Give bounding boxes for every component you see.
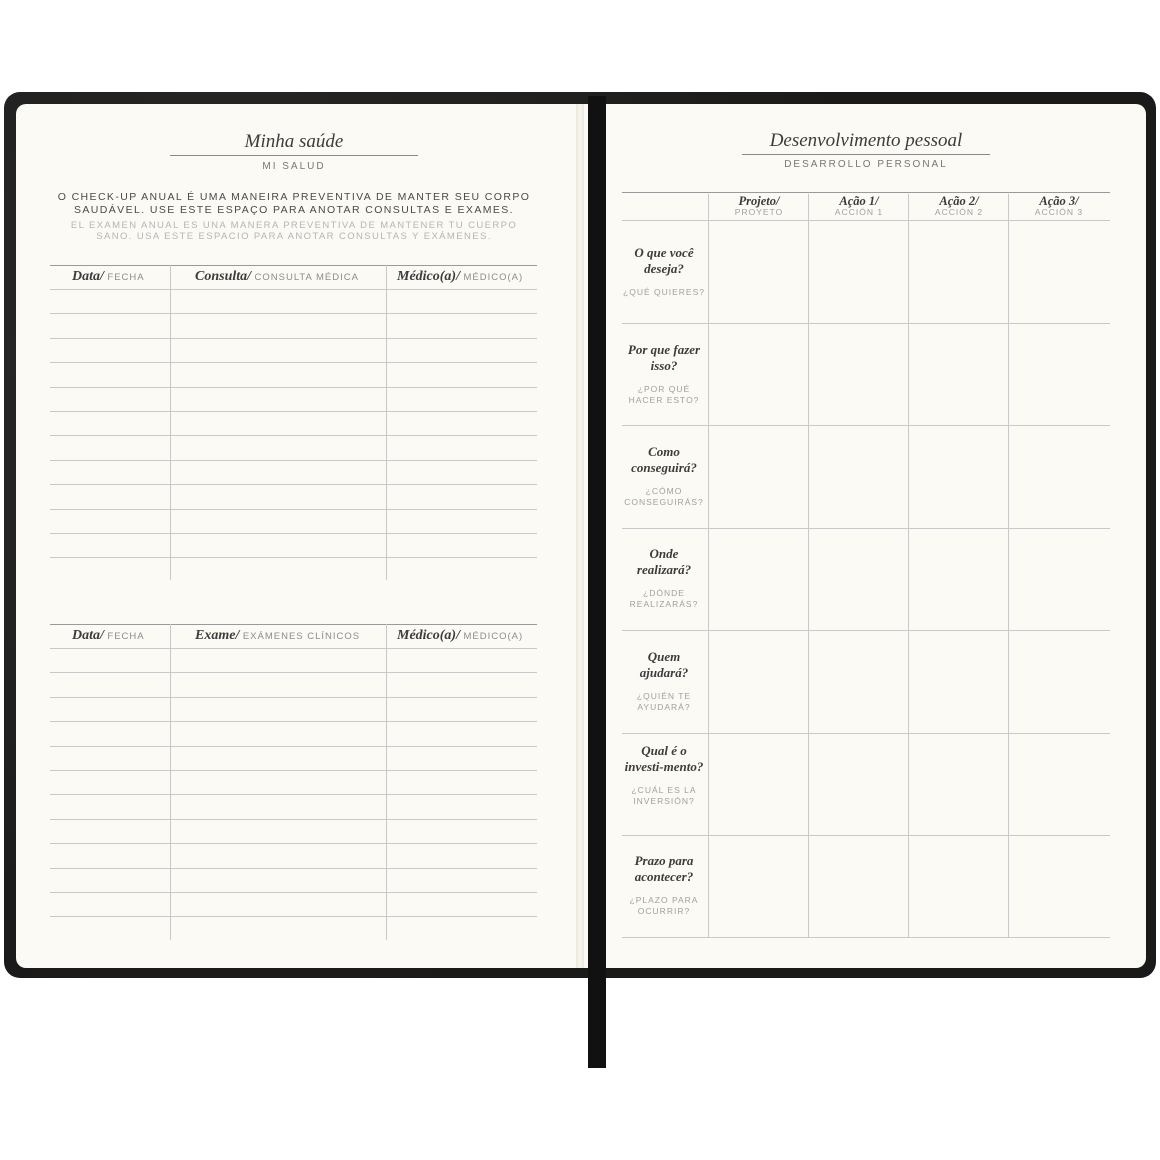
bookmark-ribbon <box>588 96 606 1068</box>
grid-header-rule <box>622 220 1110 221</box>
row-label-deadline: Prazo para acontecer? ¿PLAZO PARA OCURRIR? <box>629 853 699 916</box>
table-col-divider <box>386 265 387 580</box>
table-row-line <box>50 672 537 673</box>
grid-top-rule <box>622 192 1110 193</box>
table-top-rule <box>50 265 537 266</box>
table-row-line <box>50 868 537 869</box>
grid-row-line <box>622 733 1110 734</box>
col-header-action-2: Ação 2/ ACCIÓN 2 <box>934 194 984 217</box>
table-row-line <box>50 411 537 412</box>
table-row-line <box>50 892 537 893</box>
row-label-investment: Qual é o investi-mento? ¿CUÁL ES LA INVERSIÓN? <box>624 743 704 806</box>
row-label-how: Como conseguirá? ¿CÓMO CONSEGUIRÁS? <box>624 444 704 507</box>
intro-text-es: EL EXAMEN ANUAL ES UNA MANERA PREVENTIVA DE MANTENER TU CUERPO SANO. USA ESTE ESPACIO PARA ANOTAR CONSULTAS Y EXÁMENES. <box>70 220 518 242</box>
right-title-rule <box>742 154 990 155</box>
table1-col-date-header: Data/ FECHA <box>72 269 145 284</box>
grid-row-line <box>622 630 1110 631</box>
table-row-line <box>50 289 537 290</box>
table-col-divider <box>386 624 387 940</box>
table-row-line <box>50 843 537 844</box>
table-row-line <box>50 746 537 747</box>
row-label-what: O que você deseja? ¿QUÉ QUIERES? <box>623 245 705 297</box>
right-page <box>582 104 1146 968</box>
table2-col-doctor-header: Médico(a)/ MÉDICO(A) <box>397 628 524 643</box>
table-row-line <box>50 648 537 649</box>
col-header-action-3: Ação 3/ ACCIÓN 3 <box>1034 194 1084 217</box>
table-row-line <box>50 721 537 722</box>
table-col-divider <box>170 624 171 940</box>
grid-row-line <box>622 835 1110 836</box>
table-row-line <box>50 460 537 461</box>
row-label-why: Por que fazer isso? ¿POR QUÉ HACER ESTO? <box>627 342 701 405</box>
table-row-line <box>50 362 537 363</box>
table2-col-exam-header: Exame/ EXÁMENES CLÍNICOS <box>195 628 361 643</box>
table-row-line <box>50 916 537 917</box>
grid-row-line <box>622 528 1110 529</box>
table2-col-date-header: Data/ FECHA <box>72 628 145 643</box>
grid-col-divider <box>708 194 709 937</box>
table-row-line <box>50 435 537 436</box>
table-row-line <box>50 819 537 820</box>
page-gutter <box>576 104 584 968</box>
table-row-line <box>50 484 537 485</box>
table-col-divider <box>170 265 171 580</box>
col-header-action-1: Ação 1/ ACCIÓN 1 <box>834 194 884 217</box>
table-top-rule <box>50 624 537 625</box>
grid-row-line <box>622 937 1110 938</box>
row-label-who: Quem ajudará? ¿QUIÉN TE AYUDARÁ? <box>636 649 692 712</box>
table-row-line <box>50 533 537 534</box>
grid-col-divider <box>1008 194 1009 937</box>
table-row-line <box>50 387 537 388</box>
grid-row-line <box>622 425 1110 426</box>
grid-row-line <box>622 323 1110 324</box>
left-page-subtitle: MI SALUD <box>262 161 326 172</box>
left-title-rule <box>170 155 418 156</box>
table-row-line <box>50 338 537 339</box>
table-row-line <box>50 557 537 558</box>
intro-text-pt: O CHECK-UP ANUAL É UMA MANEIRA PREVENTIVA DE MANTER SEU CORPO SAUDÁVEL. USE ESTE ESPAÇO PARA ANOTAR CONSULTAS E EXAMES. <box>57 191 531 216</box>
right-page-title: Desenvolvimento pessoal <box>769 130 963 151</box>
grid-col-divider <box>908 194 909 937</box>
col-header-project: Projeto/ PROYETO <box>734 194 784 217</box>
grid-col-divider <box>808 194 809 937</box>
row-label-where: Onde realizará? ¿DÓNDE REALIZARÁS? <box>629 546 699 609</box>
table-row-line <box>50 313 537 314</box>
table-row-line <box>50 697 537 698</box>
right-page-subtitle: DESARROLLO PERSONAL <box>784 159 948 170</box>
table1-col-consult-header: Consulta/ CONSULTA MÉDICA <box>195 269 359 284</box>
table-row-line <box>50 509 537 510</box>
table1-col-doctor-header: Médico(a)/ MÉDICO(A) <box>397 269 524 284</box>
table-row-line <box>50 794 537 795</box>
left-page-title: Minha saúde <box>244 131 344 152</box>
table-row-line <box>50 770 537 771</box>
